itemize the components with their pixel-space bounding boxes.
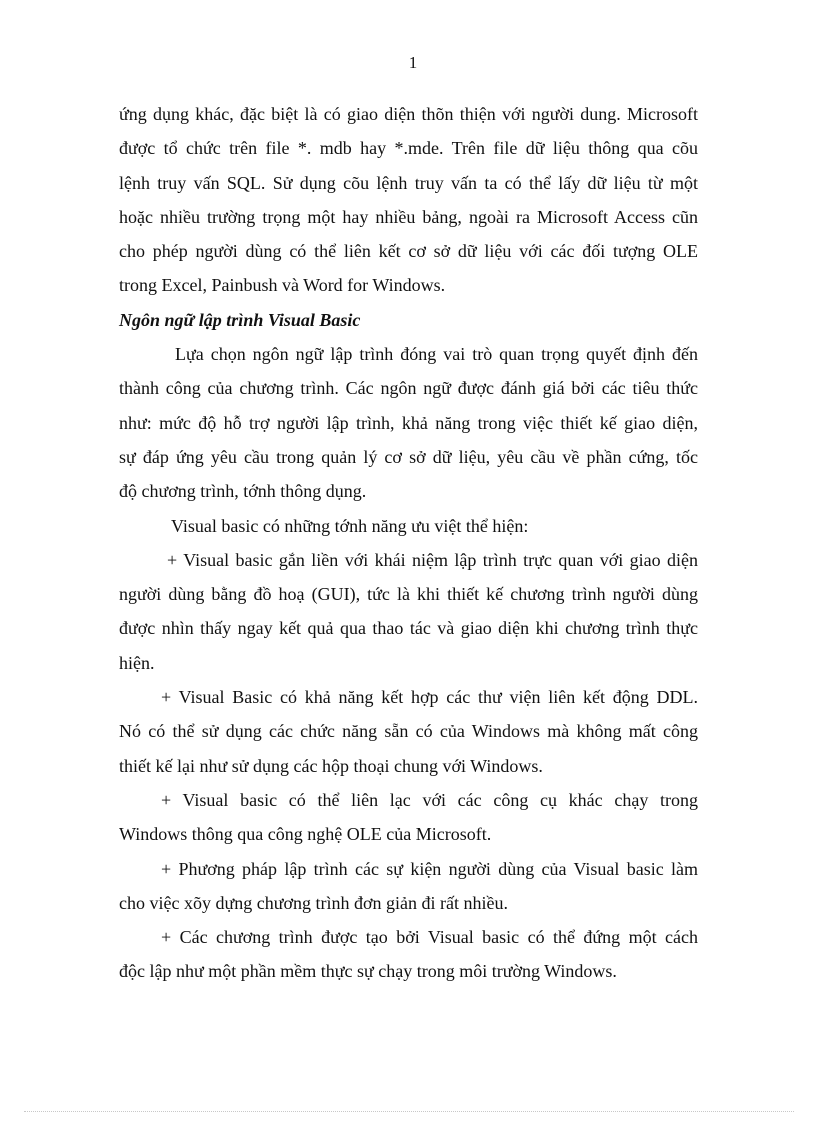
text-line: được nhìn thấy ngay kết quả qua thao tác và giao diện khi chương trình thực [119, 618, 698, 639]
paragraph [119, 97, 698, 303]
text-line: người dùng bằng đồ hoạ (GUI), tức là khi thiết kế chương trình người dùng [119, 584, 698, 605]
text-line: + Visual Basic có khả năng kết hợp các thư viện liên kết động DDL. [161, 687, 698, 708]
footer-divider [24, 1111, 794, 1112]
text-line: trong Excel, Painbush và Word for Windows. [119, 275, 446, 296]
text-line: + Visual basic gắn liền với khái niệm lập trình trực quan với giao diện [167, 549, 698, 570]
text-line: Lựa chọn ngôn ngữ lập trình đóng vai trò quan trọng quyết định đến [175, 344, 698, 365]
text-line: lệnh truy vấn SQL. Sử dụng cõu lệnh truy vấn ta có thể lấy dữ liệu từ một [119, 172, 698, 193]
paragraph [119, 337, 698, 508]
document-body [119, 97, 698, 989]
text-line: độ chương trình, tớnh thông dụng. [119, 481, 367, 502]
section-heading: Ngôn ngữ lập trình Visual Basic [119, 309, 361, 330]
paragraph [119, 543, 698, 680]
text-line: như: mức độ hỗ trợ người lập trình, khả năng trong việc thiết kế giao diện, [119, 412, 698, 433]
paragraph [119, 852, 698, 921]
text-line: hiện. [119, 652, 155, 673]
text-line: Windows thông qua công nghệ OLE của Microsoft. [119, 824, 492, 845]
text-line: cho phép người dùng có thể liên kết cơ sở dữ liệu với các đối tượng OLE [119, 241, 698, 262]
page-number: 1 [408, 53, 418, 72]
paragraph [119, 509, 698, 543]
text-line: + Visual basic có thể liên lạc với các công cụ khác chạy trong [161, 789, 698, 810]
intro-paragraph [119, 97, 698, 303]
text-line: được tổ chức trên file *. mdb hay *.mde. Trên file dữ liệu thông qua cõu [119, 138, 698, 159]
text-line: cho việc xõy dựng chương trình đơn giản đi rất nhiều. [119, 892, 508, 913]
text-line: sự đáp ứng yêu cầu trong quản lý cơ sở dữ liệu, yêu cầu về phần cứng, tốc [119, 446, 698, 467]
text-line: hoặc nhiều trường trọng một hay nhiều bảng, ngoài ra Microsoft Access cũn [119, 206, 698, 227]
text-line: độc lập như một phần mềm thực sự chạy trong môi trường Windows. [119, 961, 617, 982]
text-line: Visual basic có những tớnh năng ưu việt thể hiện: [171, 515, 529, 536]
text-line: thiết kế lại như sử dụng các hộp thoại chung với Windows. [119, 755, 543, 776]
text-line: + Các chương trình được tạo bởi Visual basic có thể đứng một cách [161, 927, 698, 948]
paragraph [119, 920, 698, 989]
text-line: ứng dụng khác, đặc biệt là có giao diện thõn thiện với người dung. Microsoft [119, 104, 698, 124]
text-line: Nó có thể sử dụng các chức năng sẵn có của Windows mà không mất công [119, 721, 698, 742]
paragraph [119, 783, 698, 852]
text-line: + Phương pháp lập trình các sự kiện người dùng của Visual basic làm [161, 858, 698, 879]
section-body [119, 337, 698, 989]
paragraph [119, 680, 698, 783]
text-line: thành công của chương trình. Các ngôn ngữ được đánh giá bởi các tiêu thức [119, 378, 698, 399]
